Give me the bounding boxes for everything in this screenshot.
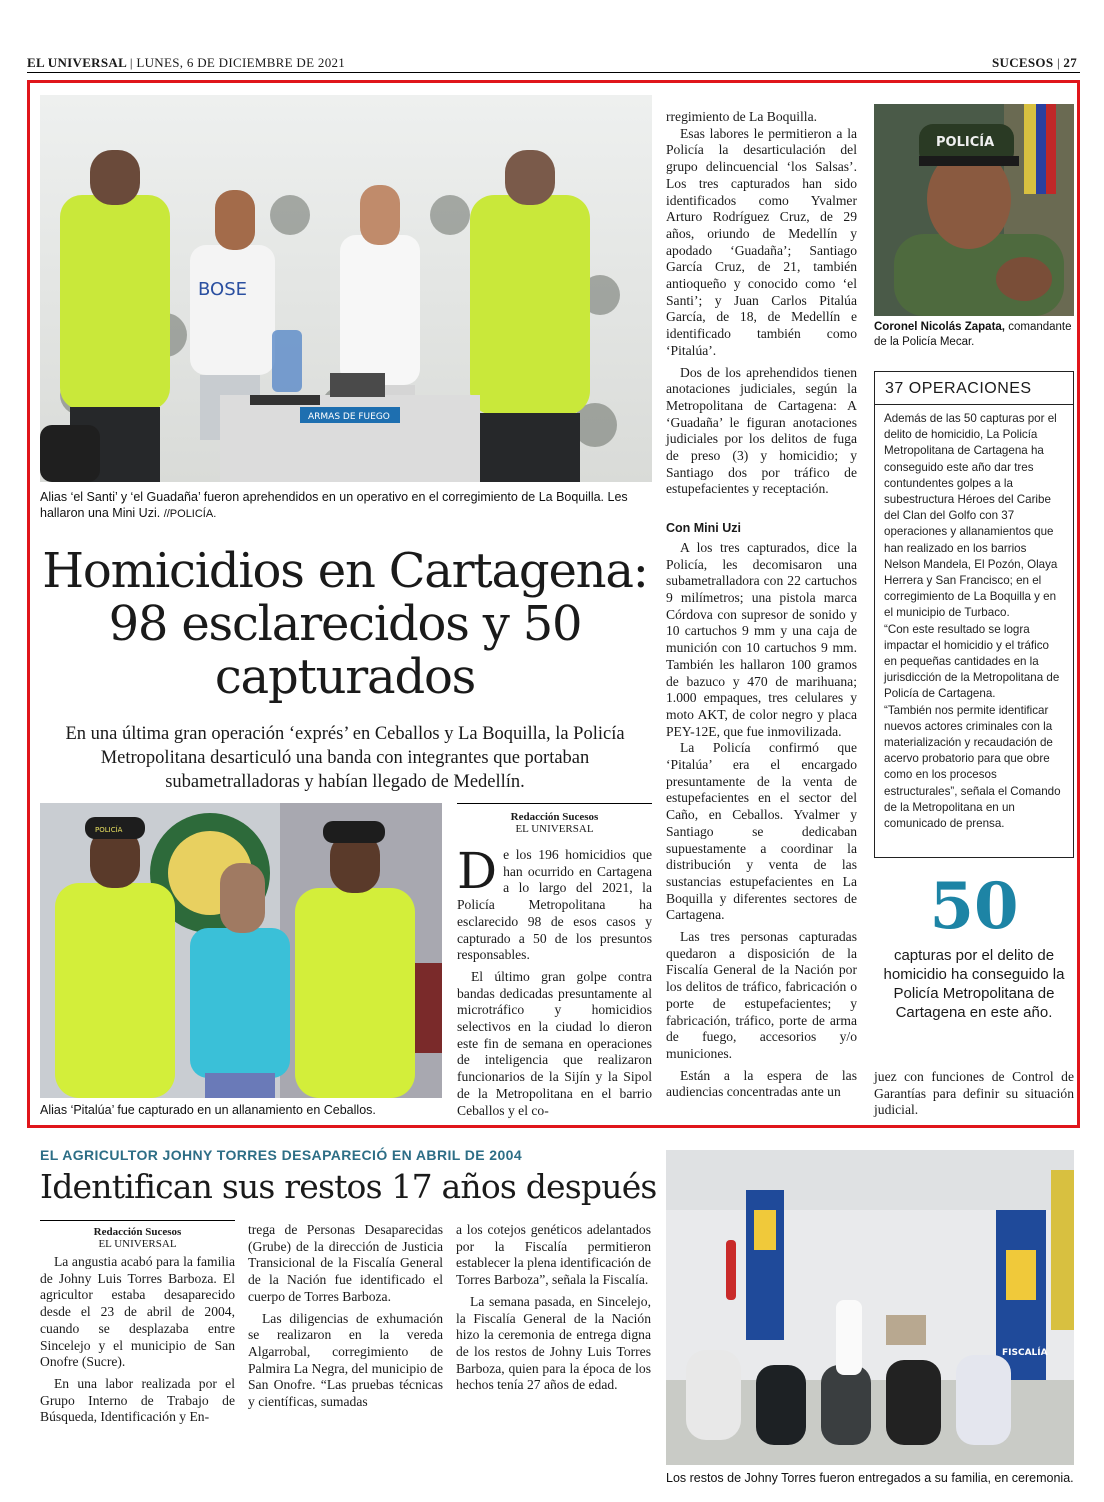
paper-name: EL UNIVERSAL (27, 55, 127, 70)
portrait-caption (874, 320, 1074, 350)
photo1-caption-text: Alias ‘el Santi’ y ‘el Guadaña’ fueron aprehendidos en un operativo en el corregimiento de La Boquilla. Les hallaron una Mini Uzi. (40, 490, 628, 520)
photo1-caption (40, 489, 652, 522)
byline (457, 811, 652, 835)
main-col2-p7: Están a la espera de las audiencias concentradas ante un (666, 1067, 857, 1100)
main-col-2 (666, 109, 857, 1101)
header-date: LUNES, 6 DE DICIEMBRE DE 2021 (136, 55, 346, 70)
second-col2-p2: Las diligencias de exhumación se realizaron en la vereda Algarrobal, corregimiento de Palmira La Negra, del municipio de San Onofre. “Las pruebas técnicas y científicas, sumadas (248, 1310, 443, 1410)
main-col-3-end (874, 1069, 1074, 1119)
second-byline (40, 1226, 235, 1250)
main-deck: En una última gran operación ‘exprés’ en Ceballos y La Boquilla, la Policía Metropolitana desarticuló una banda con integrantes que portaban subametralladoras y habían llegado de Medellín. (65, 724, 625, 792)
second-byline-paper: EL UNIVERSAL (98, 1238, 177, 1250)
dropcap: D (457, 842, 498, 900)
portrait-caption-name: Coronel Nicolás Zapata, (874, 321, 1006, 333)
sidebar-title: 37 OPERACIONES (875, 372, 1073, 405)
second-col3-p2: La semana pasada, en Sincelejo, la Fiscalía General de la Nación hizo la ceremonia de entrega digna de los restos de Johny Luis Torres Barboza, quien para la época de los hechos tenía 27 años de edad. (456, 1293, 651, 1393)
second-col1-p2: En una labor realizada por el Grupo Interno de Trabajo de Búsqueda, Identificación y En- (40, 1375, 235, 1425)
main-col2-p4: A los tres capturados, dice la Policía, les decomisaron una subametralladora con 22 cartuchos 9 milímetros; una pistola marca Córdova con supresor de sonido y 10 cartuchos 9 mm y una caja de munición con 10 cartuchos 9 mm. También les hallaron 100 gramos de bazuco y 470 de marihuana; 1.000 empaques, tres celulares y moto AKT, de color negro y placa PEY-12E, que fue inmovilizada. (666, 539, 857, 739)
photo3-caption: Los restos de Johny Torres fueron entregados a su familia, en ceremonia. (666, 1471, 1074, 1485)
main-col2-p2: Esas labores le permitieron a la Policía la desarticulación del grupo delincuencial ‘los Salsas’. Los tres capturados han sido identificados como Yvalmer Arturo Rodríguez Cruz, de 29 años, oriundo de Medellín y apodado ‘Guadaña’; Santiago García Cruz, de 21, también antioqueño y conocido como ‘el Santi’; y Juan Carlos Pitalúa García, de 18, de Medellín e identificado también como ‘Pitalúa’. (666, 125, 857, 358)
second-col-2 (248, 1222, 443, 1411)
main-col2-p6: Las tres personas capturadas quedaron a disposición de la Fiscalía General de la Nación por los delitos de tráfico, fabricación o porte de estupefacientes; y fabricación, tráfico, porte de arma de fuego, accesorios y/o municiones. (666, 929, 857, 1061)
sidebar-p1: Además de las 50 capturas por el delito de homicidio, La Policía Metropolitana de Cartagena ha conseguido este año dar tres contundentes golpes a la subestructura Héroes del Caribe del Clan del Golfo con 37 operaciones y allanamientos que han realizado en los barrios Nelson Mandela, El Pozón, Olaya Herrera y San Francisco; en el corregimiento de La Boquilla y en el municipio de Turbaco. (884, 412, 1058, 620)
main-col-1 (457, 842, 652, 1119)
subhead-mini-uzi: Con Mini Uzi (666, 521, 741, 536)
photo-arrest-ceballos (40, 803, 442, 1098)
second-col-1 (40, 1254, 235, 1426)
portrait-caption-role: comandante de la Policía Mecar. (874, 321, 1072, 348)
big-number-text: capturas por el delito de homicidio ha conseguido la Policía Metropolitana de Cartagena en este año. (883, 947, 1065, 1021)
page-header-right: SUCESOS | 27 (992, 55, 1077, 70)
main-headline: Homicidios en Cartagena: 98 esclarecidos y 50 capturados (42, 543, 648, 705)
main-col2-p1: rregimiento de La Boquilla. (666, 109, 817, 124)
second-byline-rule (40, 1220, 235, 1221)
photo2-caption: Alias ‘Pitalúa’ fue capturado en un allanamiento en Ceballos. (40, 1103, 376, 1117)
second-col2-p1: trega de Personas Desaparecidas (Grube) de la dirección de Justicia Transicional de la Fiscalía General de la Nación fue identificado el cuerpo de Torres Barboza. (248, 1222, 443, 1304)
cap-text-left: POLICÍA (95, 826, 123, 834)
main-col2-p3: Dos de los aprehendidos tienen anotaciones judiciales, según la Metropolitana de Cartagena: A ‘Guadaña’ le figuran anotaciones judiciales por los delitos de fuga de preso (3) y homicidio; y Santiago dos por tráfico de estupefacientes y receptación. (666, 364, 857, 497)
page-header-left: EL UNIVERSAL | LUNES, 6 DE DICIEMBRE DE 2021 (27, 55, 346, 70)
byline-paper: EL UNIVERSAL (515, 823, 594, 835)
second-col-3 (456, 1222, 651, 1394)
photo-coronel-zapata (874, 104, 1074, 316)
fiscalia-banner-text: FISCALÍA (1002, 1348, 1048, 1358)
page-number: 27 (1063, 55, 1077, 70)
shirt-text: BOSE (198, 279, 247, 300)
second-byline-name: Redacción Sucesos (93, 1226, 182, 1238)
second-col3-p1: a los cotejos genéticos adelantados por la Fiscalía permitieron establecer la plena identificación de Torres Barboza”, señala la Fiscalía. (456, 1222, 651, 1288)
main-col2-p5: La Policía confirmó que ‘Pitalúa’ era el encargado presuntamente de la venta de estupefacientes en el sector del Caño, en Ceballos. Yvalmer y Santiago se dedicaban supuestamente a coordinar la distribución y venta de las sustancias estupefacientes en La Boquilla y diferentes sectores de Cartagena. (666, 740, 857, 923)
section-name: SUCESOS (992, 55, 1054, 70)
portrait-cap-text: POLICÍA (936, 135, 995, 150)
photo-ceremony (666, 1150, 1074, 1465)
byline-name: Redacción Sucesos (510, 811, 599, 823)
second-headline: Identifican sus restos 17 años después (40, 1167, 657, 1206)
main-col3-p1: juez con funciones de Control de Garantías para definir su situación judicial. (874, 1069, 1074, 1118)
photo-arrest-boquilla (40, 95, 652, 482)
byline-rule (457, 803, 652, 804)
header-rule (27, 72, 1080, 73)
photo1-credit: //POLICÍA. (163, 508, 217, 520)
second-col1-p1: La angustia acabó para la familia de Johny Luis Torres Barboza. El agricultor estaba desaparecido desde el 23 de abril de 2004, cuando se desplazaba entre Sincelejo y el municipio de San Onofre (Sucre). (40, 1254, 235, 1370)
main-col1-p2: El último gran golpe contra bandas dedicadas presuntamente al microtráfico y homicidios selectivos en la ciudad lo dieron este fin de semana en operaciones de inteligencia que realizaron funcionarios de la Sijín y la Sipol de la Metropolitana en el barrio Ceballos y el co- (457, 968, 652, 1118)
big-number: 50 (929, 869, 1019, 944)
sidebar-p2: “Con este resultado se logra impactar el homicidio y el tráfico en pequeñas cantidades en la jurisdicción de la Metropolitana de Policía de Cartagena. (884, 622, 1060, 701)
sidebar-body (875, 405, 1073, 838)
sidebar-p3: “También nos permite identificar nuevos actores criminales con la materialización y recaudación de acervo probatorio para que obre como en los procesos estructurales”, señala el Comando de la Metropolitana en un comunicado de prensa. (884, 703, 1061, 831)
sidebar-37-operaciones (874, 371, 1074, 858)
main-col1-p1: e los 196 homicidios que han ocurrido en Cartagena a lo largo del 2021, la Policía Metropolitana ha esclarecido 98 de esos casos y capturado a 50 de los presuntos responsables. (457, 847, 652, 963)
weapons-label: ARMAS DE FUEGO (308, 412, 390, 422)
second-kicker: EL AGRICULTOR JOHNY TORRES DESAPARECIÓ EN ABRIL DE 2004 (40, 1147, 523, 1163)
